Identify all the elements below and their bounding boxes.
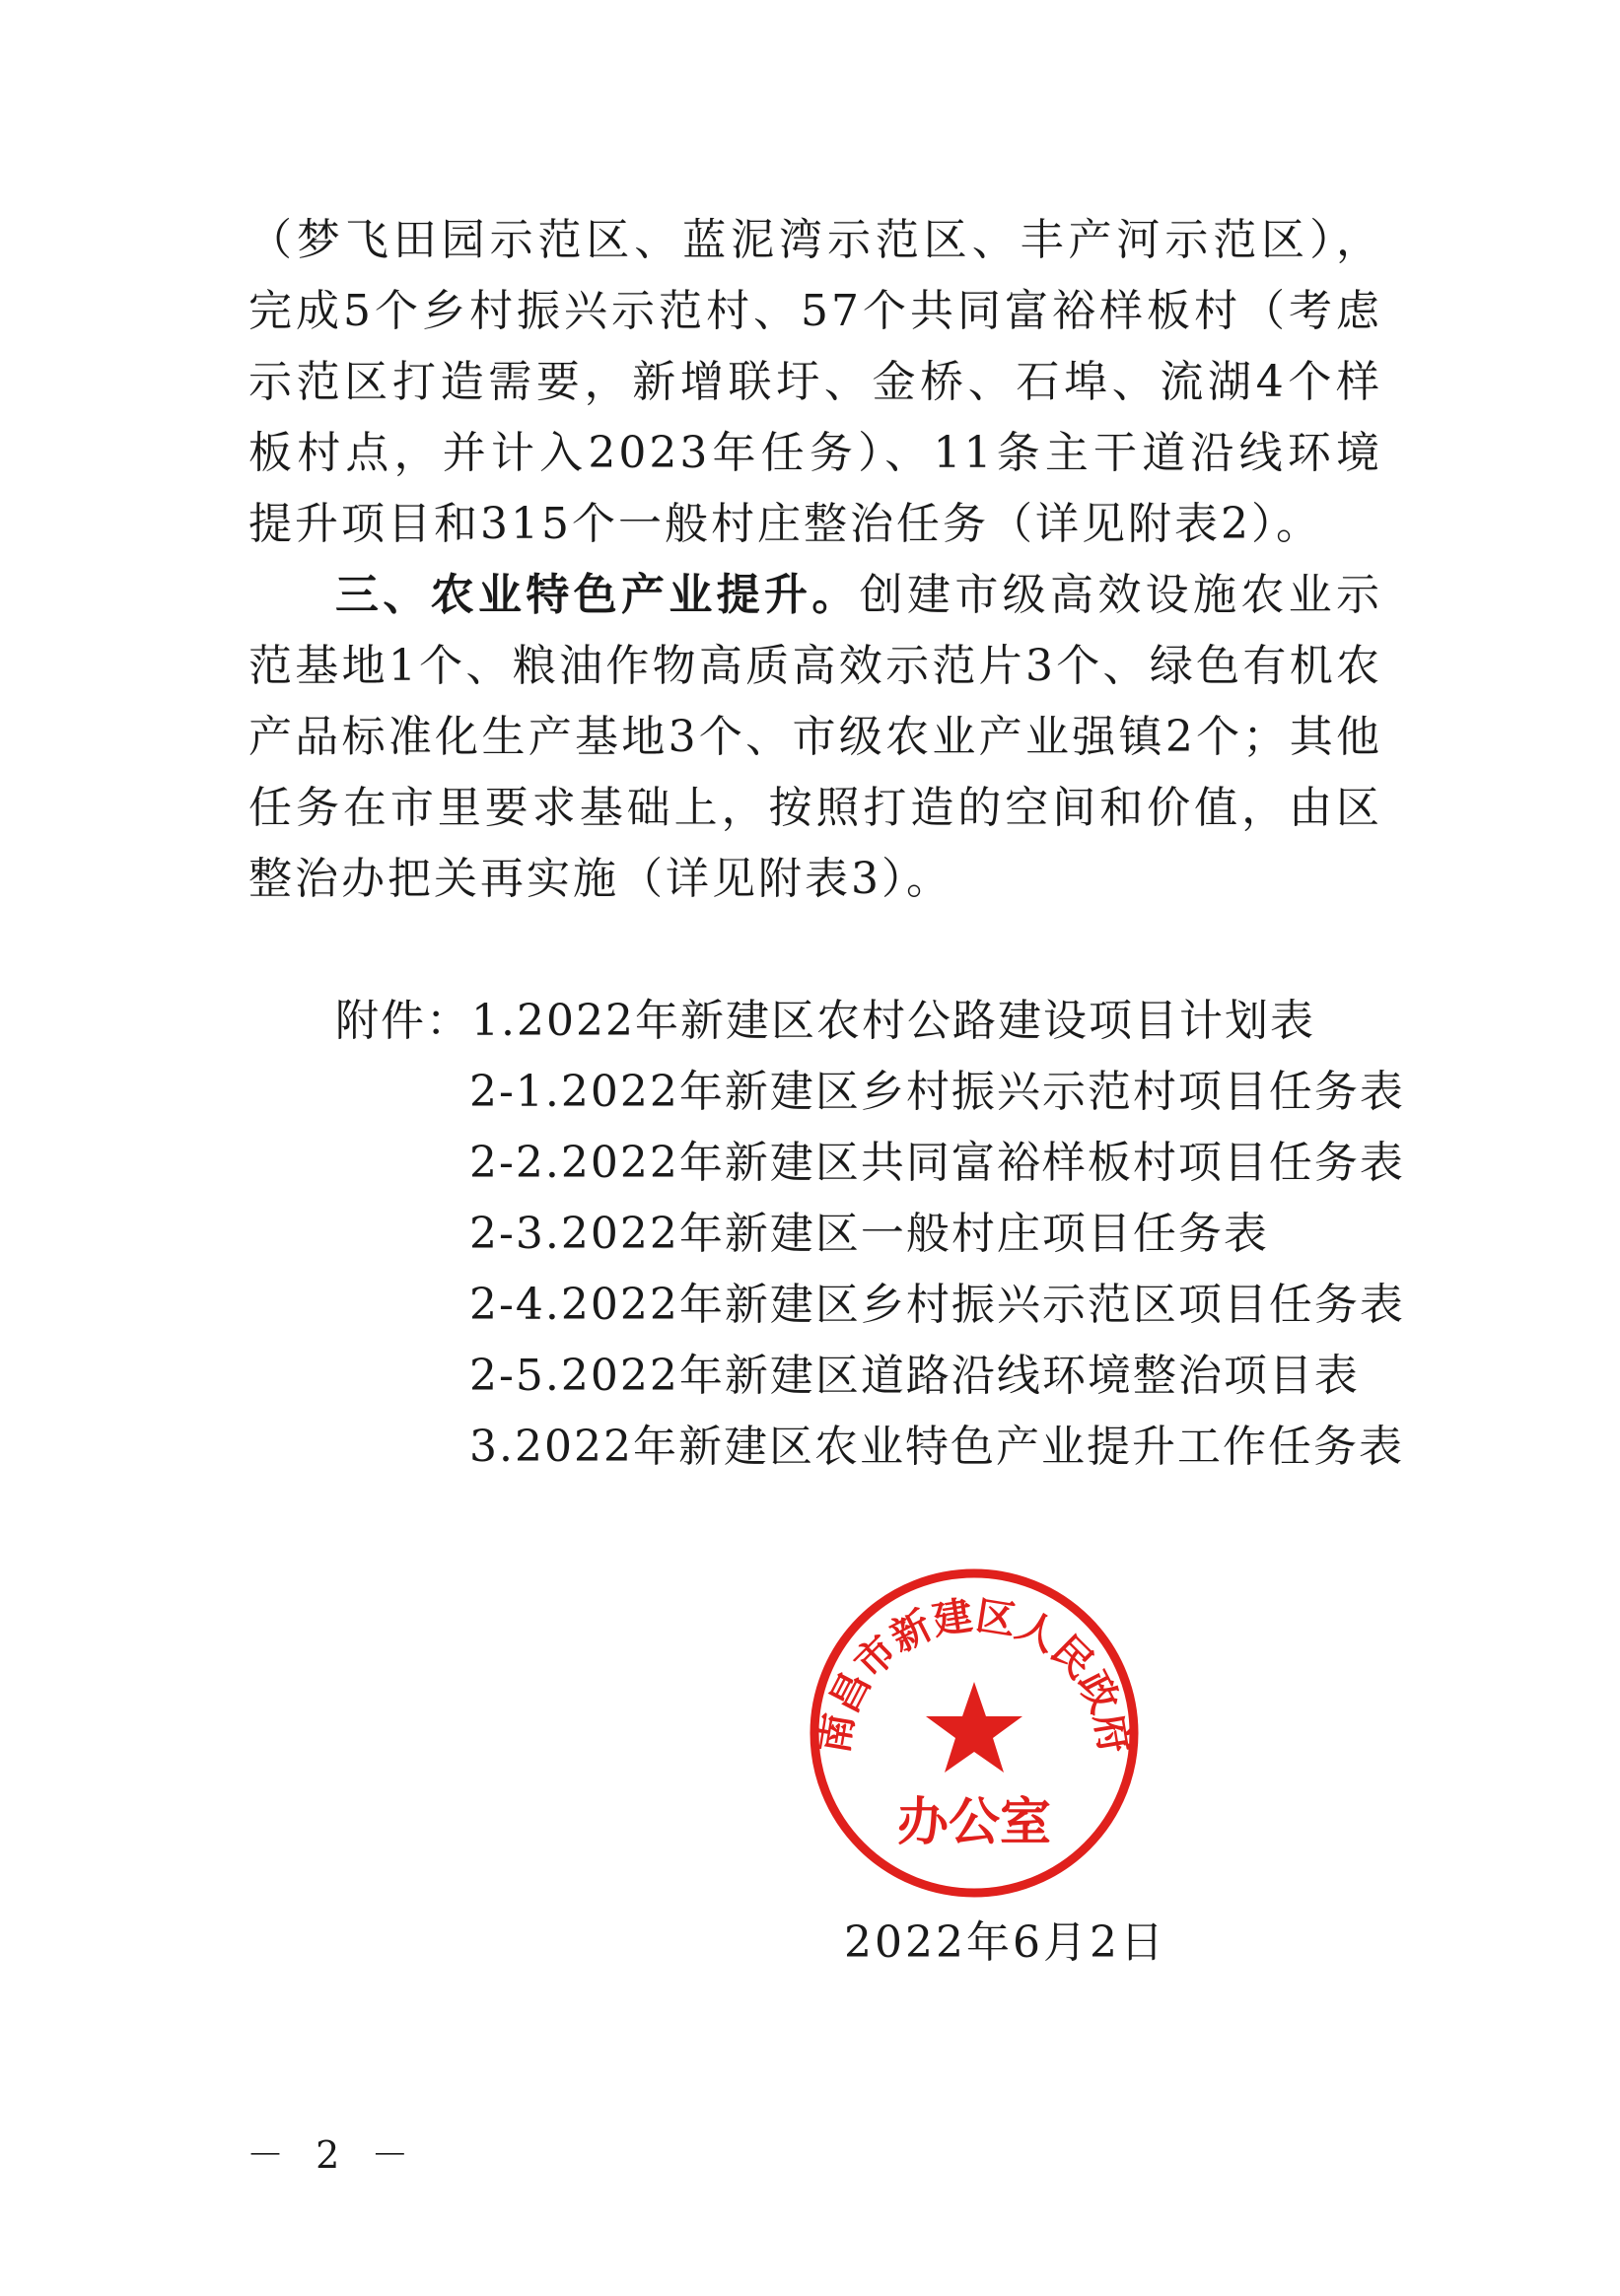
attachment-item: 3.2022年新建区农业特色产业提升工作任务表 xyxy=(469,1422,1404,1472)
seal-arc-text: 南昌市新建区人民政府 xyxy=(810,1592,1139,1757)
seal-bottom-text: 办公室 xyxy=(896,1792,1052,1852)
attachment-label: 附件： xyxy=(335,996,471,1046)
attachment-item: 2-2.2022年新建区共同富裕样板村项目任务表 xyxy=(469,1138,1405,1188)
attachment-item: 2-3.2022年新建区一般村庄项目任务表 xyxy=(469,1209,1269,1259)
document-date: 2022年6月2日 xyxy=(844,1917,1166,1968)
attachment-item: 2-4.2022年新建区乡村振兴示范区项目任务表 xyxy=(469,1280,1405,1330)
page-number: － 2 － xyxy=(247,2133,419,2177)
star-icon xyxy=(926,1682,1022,1773)
official-seal xyxy=(807,1565,1142,1901)
body-paragraph-1: （梦飞田园示范区、蓝泥湾示范区、丰产河示范区），完成5个乡村振兴示范村、57个共同富裕样板村（考虑示范区打造需要，新增联圩、金桥、石埠、流湖4个样板村点，并计入2023年任务）、11条主干道沿线环境提升项目和315个一般村庄整治任务（详见附表2）。 xyxy=(248,215,1382,549)
attachment-item: 2-1.2022年新建区乡村振兴示范村项目任务表 xyxy=(469,1067,1405,1117)
body-paragraph-2 xyxy=(248,560,1382,915)
attachment-item: 2-5.2022年新建区道路沿线环境整治项目表 xyxy=(469,1351,1360,1401)
attachment-item: 附件：1.2022年新建区农村公路建设项目计划表 xyxy=(335,996,1315,1046)
section-heading: 三、农业特色产业提升。 xyxy=(335,570,860,620)
section-body-text: 创建市级高效设施农业示范基地1个、粮油作物高质高效示范片3个、绿色有机农产品标准化生产基地3个、市级农业产业强镇2个；其他任务在市里要求基础上，按照打造的空间和价值，由区整治办把关再实施（详见附表3）。 xyxy=(248,570,1383,904)
attachment-list xyxy=(335,986,1420,1483)
